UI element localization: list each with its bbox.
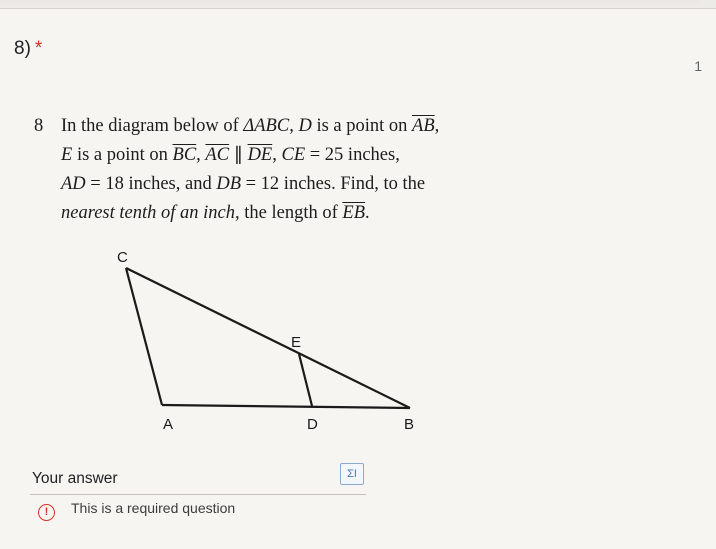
text: , <box>196 145 206 165</box>
triangle-name: ΔABC <box>243 116 290 136</box>
problem-line-3 <box>61 170 439 199</box>
segment-ab: $\overline{AB}$ <box>412 116 435 136</box>
text: = 18 inches, and <box>85 174 217 194</box>
segment-ca-line <box>126 268 162 405</box>
label-e: E <box>291 334 302 351</box>
equation-button[interactable]: ΣI <box>340 463 364 485</box>
answer-input[interactable] <box>30 494 366 495</box>
text: . <box>365 203 370 223</box>
warning-icon: ! <box>38 504 55 521</box>
text: , <box>272 145 282 165</box>
problem-line-1 <box>61 112 439 141</box>
label-a: A <box>163 416 174 433</box>
text: is a point on <box>72 145 173 165</box>
problem-number: 8 <box>34 116 44 136</box>
text: = 12 inches. Find, to the <box>241 174 426 194</box>
question-number-label: 8) <box>14 38 31 59</box>
segment-ce: CE <box>281 145 306 165</box>
label-c: C <box>117 249 128 266</box>
text: = 25 inches, <box>305 145 400 165</box>
text-italic: nearest tenth of an inch <box>61 203 236 223</box>
points-label: 1 <box>694 58 702 74</box>
point-e: E <box>61 145 73 165</box>
label-d: D <box>307 416 318 433</box>
segment-de-line <box>299 354 312 406</box>
segment-ad: AD <box>61 174 86 194</box>
segment-cb-line <box>126 268 410 408</box>
segment-ab-line <box>162 405 410 408</box>
segment-eb: $\overline{EB}$ <box>342 203 366 223</box>
text: , <box>434 116 440 136</box>
required-star: * <box>34 38 43 59</box>
answer-label: Your answer <box>32 470 118 487</box>
segment-ac: $\overline{AC}$ <box>205 145 230 165</box>
segment-bc: $\overline{BC}$ <box>172 145 197 165</box>
segment-db: DB <box>216 174 241 194</box>
question-number <box>14 38 42 60</box>
label-b: B <box>404 416 415 433</box>
triangle-diagram <box>100 240 430 440</box>
required-warning-text: This is a required question <box>71 500 236 516</box>
point-d: D <box>298 116 312 136</box>
text: In the diagram below of <box>61 116 244 136</box>
segment-de: $\overline{DE}$ <box>247 145 273 165</box>
problem-line-4 <box>61 199 439 228</box>
text: , the length of <box>235 203 343 223</box>
problem-line-2 <box>61 141 439 170</box>
required-warning <box>38 500 235 521</box>
text: , <box>289 116 299 136</box>
top-accent-bar <box>0 0 700 6</box>
text: is a point on <box>311 116 413 136</box>
parallel-symbol: ∥ <box>229 145 248 165</box>
